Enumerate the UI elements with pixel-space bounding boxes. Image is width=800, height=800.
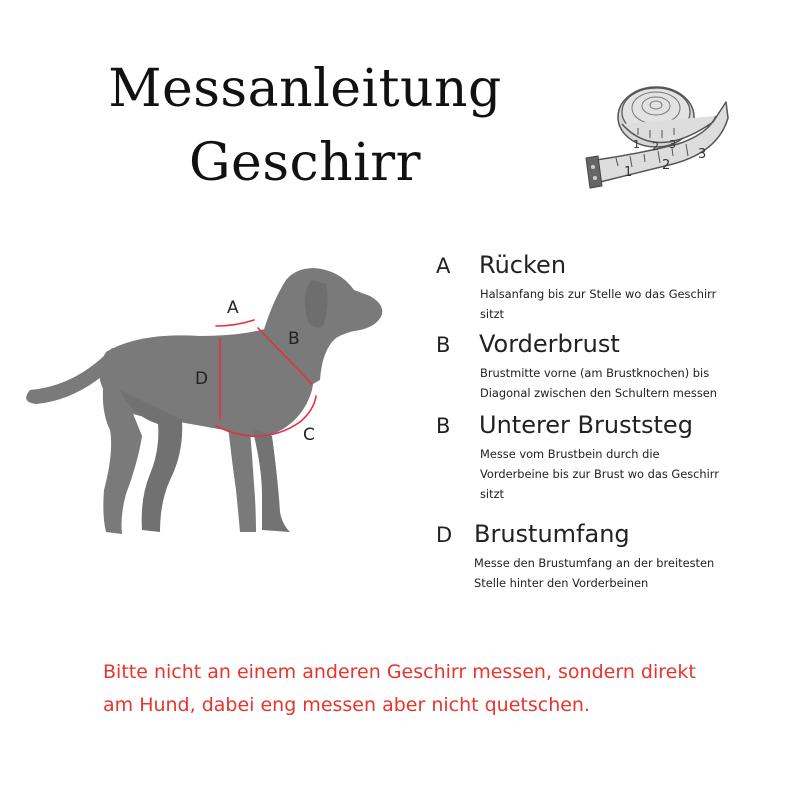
- entry-letter: B: [436, 414, 451, 438]
- measuring-tape-icon: [578, 72, 738, 197]
- entry-heading: Vorderbrust: [479, 330, 620, 358]
- note-line-2: am Hund, dabei eng messen aber nicht quetschen.: [103, 694, 591, 716]
- tape-mark-inner-3: 3: [669, 138, 676, 151]
- tape-mark-inner-2: 2: [652, 140, 659, 153]
- title-line-2: Geschirr: [189, 133, 421, 193]
- dog-measurement-diagram: [0, 240, 420, 560]
- diagram-label-d: D: [195, 369, 209, 389]
- dog-silhouette: [26, 268, 382, 534]
- entry-heading: Brustumfang: [474, 520, 630, 548]
- tape-mark-inner-1: 1: [633, 138, 640, 151]
- entry-heading: Unterer Bruststeg: [479, 411, 693, 439]
- entry-letter: B: [436, 333, 451, 357]
- tape-mark-outer-2: 2: [662, 158, 671, 173]
- measure-line-a: [216, 320, 254, 326]
- tape-mark-outer-1: 1: [624, 165, 633, 180]
- page-title: [80, 52, 530, 200]
- note-line-1: Bitte nicht an einem anderen Geschirr messen, sondern direkt: [103, 661, 696, 683]
- diagram-label-b: B: [288, 329, 300, 349]
- title-line-1: Messanleitung: [108, 59, 502, 119]
- warning-note: [103, 656, 783, 722]
- entry-letter: A: [436, 254, 451, 278]
- diagram-label-a: A: [227, 298, 239, 318]
- entry-description: Halsanfang bis zur Stelle wo das Geschirr sitzt: [480, 287, 717, 321]
- tape-mark-outer-3: 3: [698, 147, 707, 162]
- entry-heading: Rücken: [479, 251, 567, 279]
- entry-letter: D: [436, 523, 453, 547]
- diagram-label-c: C: [303, 425, 315, 445]
- entry-description: Brustmitte vorne (am Brustknochen) bis Diagonal zwischen den Schultern messen: [480, 366, 717, 400]
- entry-description: Messe den Brustumfang an der breitesten Stelle hinter den Vorderbeinen: [474, 556, 715, 590]
- entry-description: Messe vom Brustbein durch die Vorderbeine bis zur Brust wo das Geschirr sitzt: [480, 447, 719, 501]
